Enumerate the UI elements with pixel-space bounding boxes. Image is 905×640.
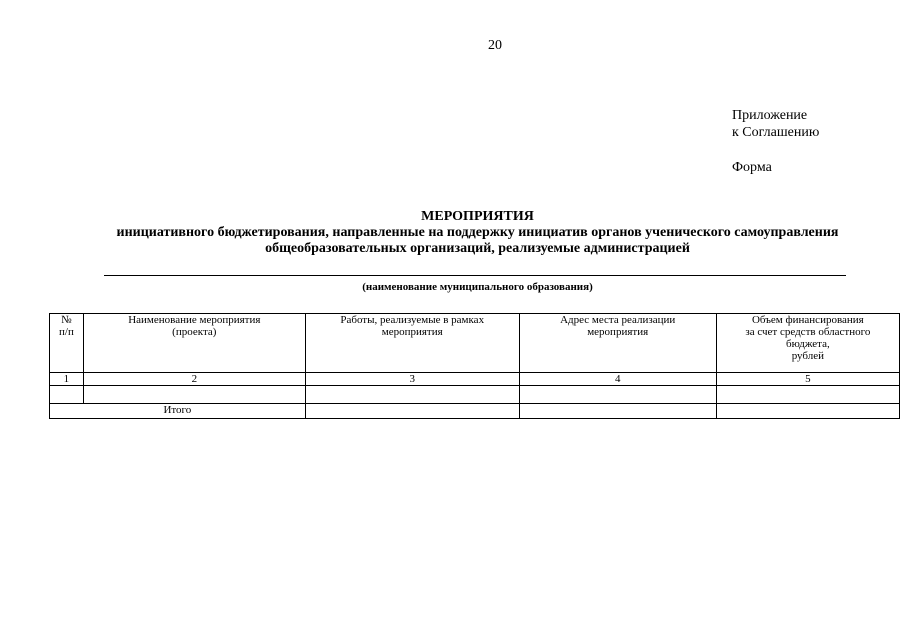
table-row bbox=[50, 386, 900, 404]
table-header-row bbox=[50, 314, 900, 373]
title-line: общеобразовательных организаций, реализуемые администрацией bbox=[265, 241, 690, 256]
appendix-reference bbox=[732, 107, 819, 141]
table-cell bbox=[519, 386, 716, 404]
column-number-cell: 1 bbox=[50, 373, 84, 386]
measures-table bbox=[49, 313, 900, 419]
column-number-cell: 4 bbox=[519, 373, 716, 386]
fill-in-caption: (наименование муниципального образования) bbox=[362, 281, 593, 293]
header-cell-number: № п/п bbox=[50, 314, 84, 373]
form-label: Форма bbox=[732, 160, 772, 175]
document-title bbox=[40, 209, 905, 257]
table-cell bbox=[83, 386, 305, 404]
table-cell bbox=[305, 404, 519, 419]
total-row bbox=[50, 404, 900, 419]
appendix-line: к Соглашению bbox=[732, 125, 820, 140]
table-cell bbox=[305, 386, 519, 404]
header-cell-address: Адрес места реализации мероприятия bbox=[519, 314, 716, 373]
fill-in-line bbox=[104, 275, 846, 276]
header-cell-works: Работы, реализуемые в рамках мероприятия bbox=[305, 314, 519, 373]
header-cell-name: Наименование мероприятия (проекта) bbox=[83, 314, 305, 373]
column-number-cell: 2 bbox=[83, 373, 305, 386]
column-number-cell: 3 bbox=[305, 373, 519, 386]
appendix-line: Приложение bbox=[732, 108, 808, 123]
table-cell bbox=[716, 404, 899, 419]
header-cell-funding: Объем финансирования за счет средств областного бюджета, рублей bbox=[716, 314, 899, 373]
table-cell bbox=[716, 386, 899, 404]
table-cell bbox=[519, 404, 716, 419]
page-number: 20 bbox=[488, 38, 502, 53]
title-line: инициативного бюджетирования, направленные на поддержку инициатив органов ученического самоуправления bbox=[116, 225, 839, 240]
title-line: МЕРОПРИЯТИЯ bbox=[421, 209, 534, 224]
table-cell bbox=[50, 386, 84, 404]
column-number-row bbox=[50, 373, 900, 386]
column-number-cell: 5 bbox=[716, 373, 899, 386]
total-label: Итого bbox=[50, 404, 306, 419]
